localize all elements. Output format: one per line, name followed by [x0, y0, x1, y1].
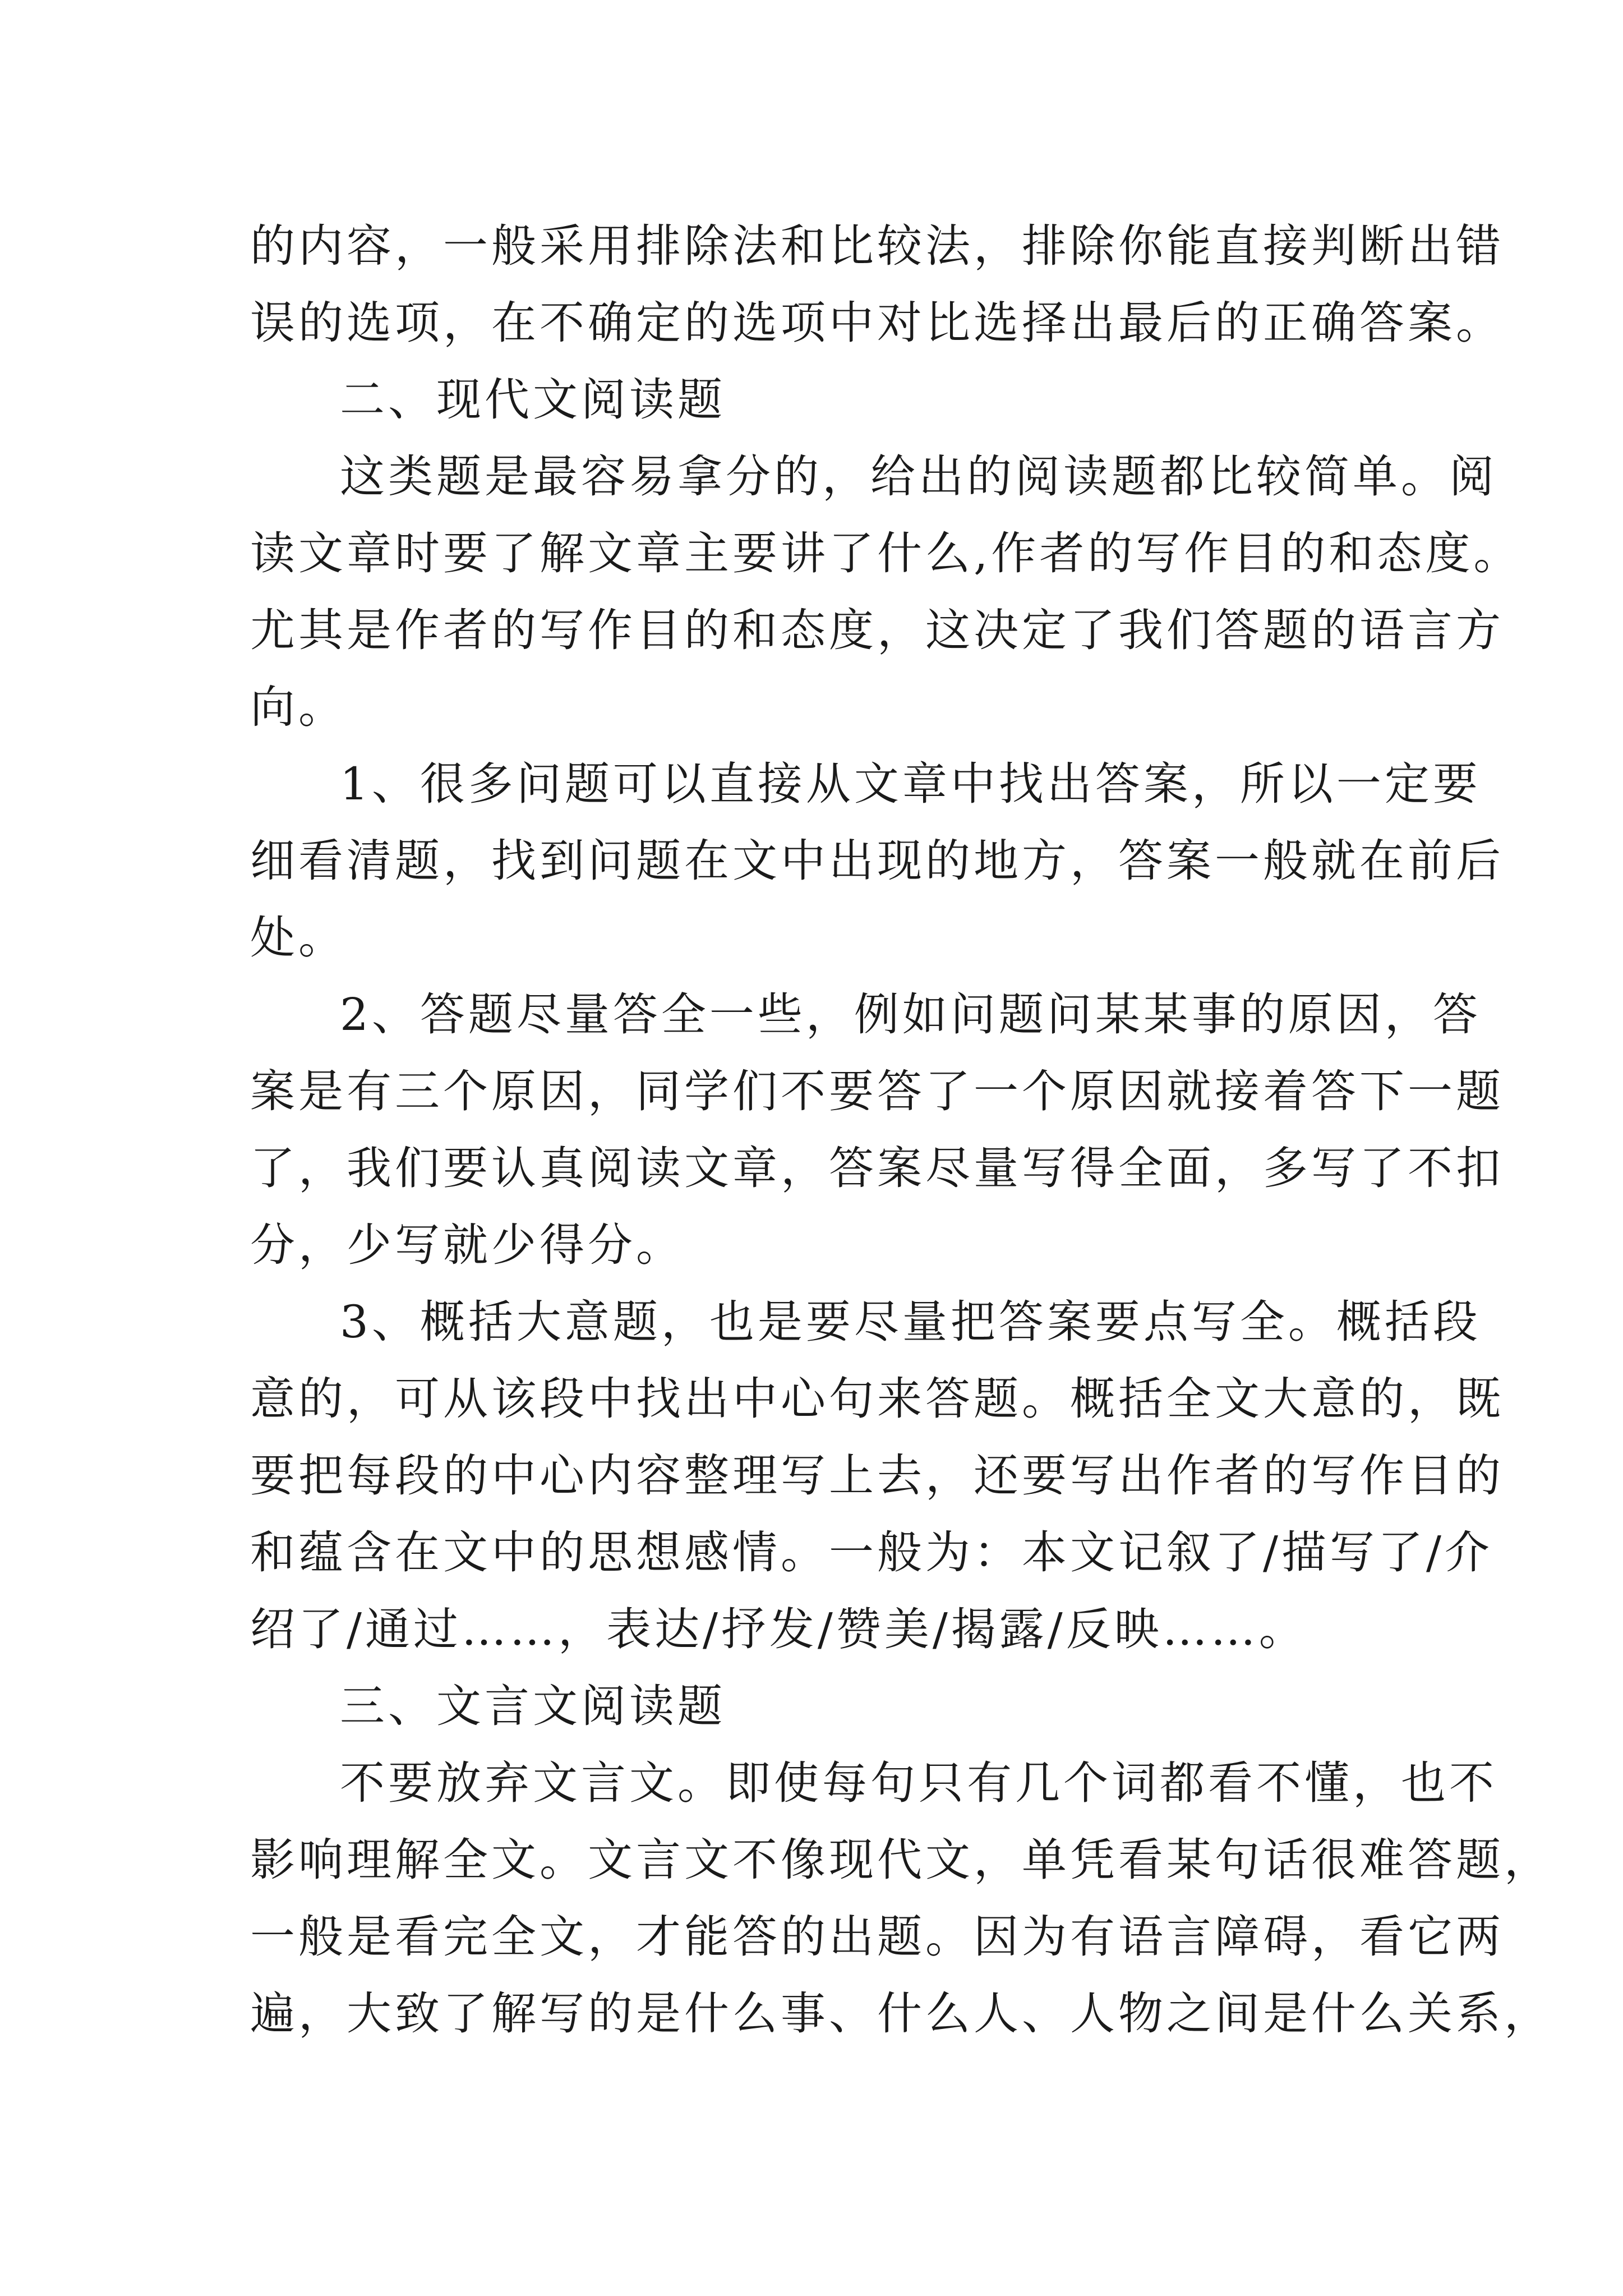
text-line: 1、很多问题可以直接从文章中找出答案，所以一定要	[340, 758, 1481, 810]
text-line: 案是有三个原因，同学们不要答了一个原因就接着答下一题	[250, 1065, 1504, 1117]
text-line: 一般是看完全文，才能答的出题。因为有语言障碍，看它两	[250, 1911, 1504, 1963]
text-line: 这类题是最容易拿分的，给出的阅读题都比较简单。阅	[340, 450, 1497, 503]
text-line: 影响理解全文。文言文不像现代文，单凭看某句话很难答题，	[250, 1834, 1552, 1886]
text-line: 要把每段的中心内容整理写上去，还要写出作者的写作目的	[250, 1450, 1504, 1502]
text-line: 向。	[250, 681, 347, 733]
text-line: 读文章时要了解文章主要讲了什么,作者的写作目的和态度。	[250, 527, 1522, 579]
text-line: 尤其是作者的写作目的和态度，这决定了我们答题的语言方	[250, 604, 1504, 656]
text-line: 3、概括大意题，也是要尽量把答案要点写全。概括段	[340, 1296, 1481, 1348]
text-line: 和蕴含在文中的思想感情。一般为：本文记叙了/描写了/介	[250, 1526, 1493, 1579]
text-line: 误的选项，在不确定的选项中对比选择出最后的正确答案。	[250, 297, 1504, 349]
text-line: 的内容，一般采用排除法和比较法，排除你能直接判断出错	[250, 220, 1504, 272]
section-heading: 三、文言文阅读题	[340, 1680, 726, 1732]
text-line: 处。	[250, 912, 347, 964]
text-line: 不要放弃文言文。即使每句只有几个词都看不懂，也不	[340, 1757, 1497, 1809]
text-line: 分，少写就少得分。	[250, 1219, 684, 1271]
text-line: 遍，大致了解写的是什么事、什么人、人物之间是什么关系，	[250, 1987, 1552, 2040]
text-line: 意的，可从该段中找出中心句来答题。概括全文大意的，既	[250, 1373, 1504, 1425]
section-heading: 二、现代文阅读题	[340, 374, 726, 426]
text-line: 了，我们要认真阅读文章，答案尽量写得全面，多写了不扣	[250, 1142, 1504, 1194]
text-line: 2、答题尽量答全一些，例如问题问某某事的原因，答	[340, 988, 1481, 1041]
text-line: 细看清题，找到问题在文中出现的地方，答案一般就在前后	[250, 835, 1504, 887]
document-page	[250, 208, 1552, 2052]
text-line: 绍了/通过……，表达/抒发/赞美/揭露/反映……。	[250, 1603, 1307, 1655]
